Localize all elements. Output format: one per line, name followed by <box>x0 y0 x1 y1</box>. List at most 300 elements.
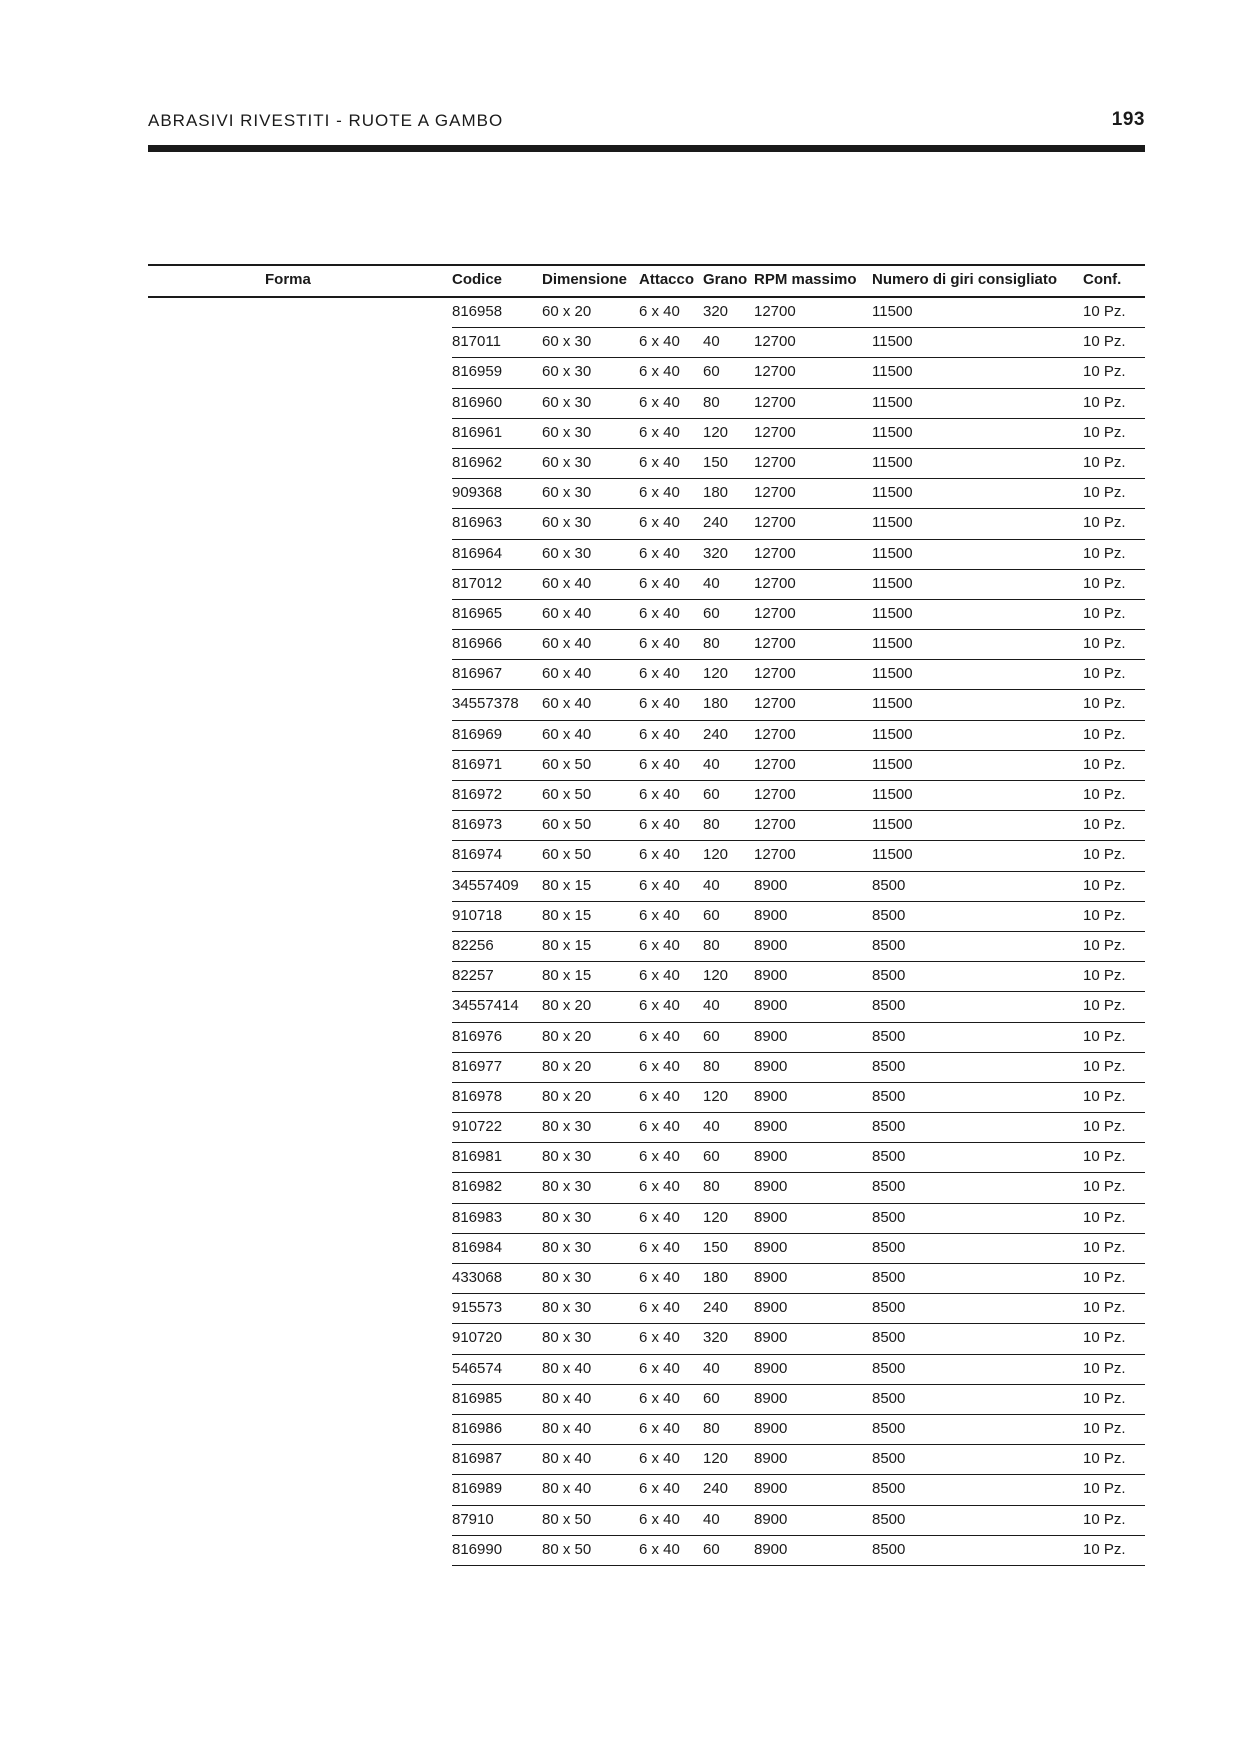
cell-grano: 120 <box>703 967 729 985</box>
cell-grano: 40 <box>703 1359 720 1377</box>
cell-grano: 180 <box>703 695 729 713</box>
cell-giri-consigliato: 8500 <box>872 1087 906 1105</box>
table-top-rule <box>148 264 1145 266</box>
cell-codice: 816967 <box>452 665 503 683</box>
cell-codice: 816990 <box>452 1540 503 1558</box>
cell-codice: 433068 <box>452 1269 503 1286</box>
cell-rpm-massimo: 12700 <box>754 453 796 471</box>
cell-dimensione: 60 x 30 <box>542 423 592 441</box>
cell-giri-consigliato: 8500 <box>872 1027 906 1045</box>
cell-dimensione: 60 x 50 <box>542 816 592 834</box>
cell-dimensione: 80 x 30 <box>542 1208 592 1226</box>
cell-attacco: 6 x 40 <box>639 453 680 471</box>
cell-giri-consigliato: 8500 <box>872 1540 906 1558</box>
cell-codice: 816985 <box>452 1389 503 1407</box>
cell-grano: 320 <box>703 1329 729 1347</box>
col-header-forma: Forma <box>265 271 311 288</box>
cell-codice: 816971 <box>452 755 503 773</box>
cell-rpm-massimo: 8900 <box>754 1269 788 1286</box>
cell-giri-consigliato: 8500 <box>872 1118 906 1136</box>
cell-dimensione: 80 x 40 <box>542 1419 592 1437</box>
table-row <box>452 419 1145 449</box>
cell-dimensione: 60 x 20 <box>542 303 592 320</box>
cell-dimensione: 60 x 40 <box>542 635 592 653</box>
cell-grano: 120 <box>703 846 729 864</box>
cell-attacco: 6 x 40 <box>639 1510 680 1528</box>
cell-conf: 10 Pz. <box>1083 1178 1126 1196</box>
cell-codice: 34557378 <box>452 695 519 713</box>
cell-grano: 120 <box>703 1087 729 1105</box>
cell-giri-consigliato: 8500 <box>872 1269 906 1286</box>
cell-grano: 240 <box>703 1480 729 1498</box>
cell-conf: 10 Pz. <box>1083 303 1126 320</box>
table-row <box>452 328 1145 358</box>
cell-attacco: 6 x 40 <box>639 1178 680 1196</box>
cell-grano: 40 <box>703 333 720 351</box>
cell-dimensione: 80 x 30 <box>542 1238 592 1256</box>
cell-rpm-massimo: 12700 <box>754 755 796 773</box>
cell-giri-consigliato: 11500 <box>872 303 913 320</box>
cell-rpm-massimo: 12700 <box>754 695 796 713</box>
cell-conf: 10 Pz. <box>1083 1238 1126 1256</box>
col-header-rpm-massimo: RPM massimo <box>754 271 857 288</box>
cell-codice: 910718 <box>452 906 503 924</box>
cell-rpm-massimo: 12700 <box>754 846 796 864</box>
cell-conf: 10 Pz. <box>1083 635 1126 653</box>
cell-rpm-massimo: 12700 <box>754 423 796 441</box>
cell-conf: 10 Pz. <box>1083 1419 1126 1437</box>
cell-attacco: 6 x 40 <box>639 514 680 532</box>
cell-giri-consigliato: 8500 <box>872 1057 906 1075</box>
cell-rpm-massimo: 12700 <box>754 665 796 683</box>
cell-conf: 10 Pz. <box>1083 1480 1126 1498</box>
cell-attacco: 6 x 40 <box>639 906 680 924</box>
cell-grano: 40 <box>703 1510 720 1528</box>
cell-giri-consigliato: 11500 <box>872 574 913 592</box>
cell-conf: 10 Pz. <box>1083 423 1126 441</box>
table-row <box>452 1083 1145 1113</box>
cell-giri-consigliato: 11500 <box>872 695 913 713</box>
cell-grano: 240 <box>703 725 729 743</box>
cell-codice: 816969 <box>452 725 503 743</box>
table-row <box>452 389 1145 419</box>
col-header-codice: Codice <box>452 271 503 288</box>
cell-dimensione: 80 x 20 <box>542 997 592 1015</box>
cell-codice: 816961 <box>452 423 503 441</box>
cell-grano: 320 <box>703 544 729 562</box>
table-row <box>452 721 1145 751</box>
cell-rpm-massimo: 12700 <box>754 816 796 834</box>
col-header-giri-consigliato: Numero di giri consigliato <box>872 271 1058 288</box>
cell-codice: 817011 <box>452 333 501 351</box>
cell-attacco: 6 x 40 <box>639 876 680 894</box>
cell-giri-consigliato: 8500 <box>872 1480 906 1498</box>
cell-rpm-massimo: 8900 <box>754 1118 788 1136</box>
cell-attacco: 6 x 40 <box>639 423 680 441</box>
cell-dimensione: 80 x 50 <box>542 1540 592 1558</box>
cell-grano: 240 <box>703 1299 729 1317</box>
cell-conf: 10 Pz. <box>1083 1087 1126 1105</box>
cell-rpm-massimo: 8900 <box>754 1057 788 1075</box>
cell-grano: 40 <box>703 876 720 894</box>
cell-dimensione: 60 x 40 <box>542 574 592 592</box>
cell-giri-consigliato: 8500 <box>872 936 906 954</box>
cell-dimensione: 60 x 40 <box>542 725 592 743</box>
cell-attacco: 6 x 40 <box>639 544 680 562</box>
cell-attacco: 6 x 40 <box>639 936 680 954</box>
cell-codice: 816984 <box>452 1238 503 1256</box>
cell-dimensione: 80 x 20 <box>542 1027 592 1045</box>
cell-conf: 10 Pz. <box>1083 484 1126 502</box>
cell-grano: 120 <box>703 665 729 683</box>
cell-conf: 10 Pz. <box>1083 1329 1126 1347</box>
cell-rpm-massimo: 12700 <box>754 333 796 351</box>
cell-codice: 816986 <box>452 1419 503 1437</box>
table-row <box>452 540 1145 570</box>
cell-conf: 10 Pz. <box>1083 906 1126 924</box>
cell-dimensione: 80 x 20 <box>542 1087 592 1105</box>
cell-rpm-massimo: 12700 <box>754 514 796 532</box>
table-row <box>452 1113 1145 1143</box>
table-row <box>452 1234 1145 1264</box>
cell-rpm-massimo: 8900 <box>754 1450 788 1468</box>
cell-rpm-massimo: 8900 <box>754 1299 788 1317</box>
cell-attacco: 6 x 40 <box>639 846 680 864</box>
cell-codice: 910722 <box>452 1118 503 1136</box>
cell-grano: 40 <box>703 1118 720 1136</box>
cell-grano: 180 <box>703 1269 729 1286</box>
cell-codice: 816963 <box>452 514 503 532</box>
cell-rpm-massimo: 8900 <box>754 1329 788 1347</box>
cell-conf: 10 Pz. <box>1083 1510 1126 1528</box>
cell-rpm-massimo: 8900 <box>754 997 788 1015</box>
cell-conf: 10 Pz. <box>1083 453 1126 471</box>
cell-giri-consigliato: 11500 <box>872 333 913 351</box>
cell-rpm-massimo: 12700 <box>754 635 796 653</box>
cell-rpm-massimo: 8900 <box>754 1359 788 1377</box>
cell-grano: 150 <box>703 453 729 471</box>
cell-grano: 80 <box>703 816 720 834</box>
cell-rpm-massimo: 12700 <box>754 544 796 562</box>
cell-codice: 816958 <box>452 303 503 320</box>
table-row <box>452 872 1145 902</box>
cell-grano: 150 <box>703 1238 729 1256</box>
cell-dimensione: 60 x 40 <box>542 665 592 683</box>
cell-rpm-massimo: 8900 <box>754 1148 788 1166</box>
cell-codice: 816960 <box>452 393 503 411</box>
cell-codice: 816982 <box>452 1178 503 1196</box>
cell-codice: 816973 <box>452 816 503 834</box>
col-header-grano: Grano <box>703 271 748 288</box>
cell-dimensione: 80 x 30 <box>542 1178 592 1196</box>
table-row <box>452 1385 1145 1415</box>
cell-giri-consigliato: 11500 <box>872 665 913 683</box>
cell-conf: 10 Pz. <box>1083 1299 1126 1317</box>
cell-codice: 816977 <box>452 1057 503 1075</box>
cell-attacco: 6 x 40 <box>639 1057 680 1075</box>
cell-dimensione: 60 x 30 <box>542 484 592 502</box>
cell-grano: 40 <box>703 574 720 592</box>
cell-attacco: 6 x 40 <box>639 604 680 622</box>
cell-attacco: 6 x 40 <box>639 725 680 743</box>
cell-codice: 87910 <box>452 1510 494 1528</box>
cell-dimensione: 60 x 50 <box>542 846 592 864</box>
cell-conf: 10 Pz. <box>1083 1269 1126 1286</box>
cell-giri-consigliato: 8500 <box>872 1299 906 1317</box>
cell-giri-consigliato: 11500 <box>872 484 913 502</box>
cell-grano: 120 <box>703 423 729 441</box>
cell-codice: 546574 <box>452 1359 503 1377</box>
cell-codice: 817012 <box>452 574 503 592</box>
cell-grano: 40 <box>703 997 720 1015</box>
cell-grano: 120 <box>703 1450 729 1468</box>
cell-attacco: 6 x 40 <box>639 333 680 351</box>
cell-attacco: 6 x 40 <box>639 1118 680 1136</box>
cell-giri-consigliato: 8500 <box>872 967 906 985</box>
table-row <box>452 902 1145 932</box>
cell-codice: 915573 <box>452 1299 503 1317</box>
cell-grano: 60 <box>703 1148 720 1166</box>
cell-grano: 60 <box>703 1027 720 1045</box>
cell-rpm-massimo: 12700 <box>754 725 796 743</box>
cell-attacco: 6 x 40 <box>639 816 680 834</box>
cell-giri-consigliato: 8500 <box>872 876 906 894</box>
cell-codice: 816959 <box>452 363 503 381</box>
cell-conf: 10 Pz. <box>1083 604 1126 622</box>
cell-codice: 816981 <box>452 1148 503 1166</box>
cell-giri-consigliato: 8500 <box>872 997 906 1015</box>
cell-grano: 40 <box>703 755 720 773</box>
cell-codice: 816983 <box>452 1208 503 1226</box>
cell-codice: 816976 <box>452 1027 503 1045</box>
cell-grano: 80 <box>703 1178 720 1196</box>
cell-giri-consigliato: 8500 <box>872 906 906 924</box>
cell-dimensione: 60 x 30 <box>542 514 592 532</box>
cell-codice: 82256 <box>452 936 494 954</box>
cell-giri-consigliato: 11500 <box>872 786 913 803</box>
col-header-attacco: Attacco <box>639 271 695 288</box>
table-row <box>452 992 1145 1022</box>
table-row <box>452 1143 1145 1173</box>
cell-grano: 120 <box>703 1208 729 1226</box>
cell-attacco: 6 x 40 <box>639 1329 680 1347</box>
cell-giri-consigliato: 11500 <box>872 363 913 381</box>
cell-codice: 909368 <box>452 484 503 502</box>
cell-dimensione: 80 x 15 <box>542 936 592 954</box>
cell-codice: 910720 <box>452 1329 503 1347</box>
cell-rpm-massimo: 8900 <box>754 936 788 954</box>
cell-rpm-massimo: 12700 <box>754 574 796 592</box>
table-row <box>452 1053 1145 1083</box>
cell-codice: 816972 <box>452 786 503 803</box>
cell-rpm-massimo: 12700 <box>754 393 796 411</box>
cell-conf: 10 Pz. <box>1083 846 1126 864</box>
cell-attacco: 6 x 40 <box>639 1389 680 1407</box>
table-row <box>452 781 1145 811</box>
cell-conf: 10 Pz. <box>1083 967 1126 985</box>
cell-rpm-massimo: 8900 <box>754 1540 788 1558</box>
table-row <box>452 1204 1145 1234</box>
cell-grano: 180 <box>703 484 729 502</box>
cell-codice: 816964 <box>452 544 503 562</box>
header-rule <box>148 145 1145 152</box>
cell-giri-consigliato: 11500 <box>872 393 913 411</box>
table-row <box>452 600 1145 630</box>
cell-attacco: 6 x 40 <box>639 1540 680 1558</box>
cell-rpm-massimo: 8900 <box>754 1238 788 1256</box>
cell-conf: 10 Pz. <box>1083 1208 1126 1226</box>
cell-attacco: 6 x 40 <box>639 695 680 713</box>
cell-conf: 10 Pz. <box>1083 876 1126 894</box>
cell-dimensione: 80 x 20 <box>542 1057 592 1075</box>
cell-grano: 80 <box>703 393 720 411</box>
cell-grano: 60 <box>703 1389 720 1407</box>
cell-conf: 10 Pz. <box>1083 1118 1126 1136</box>
cell-codice: 816966 <box>452 635 503 653</box>
cell-conf: 10 Pz. <box>1083 725 1126 743</box>
cell-rpm-massimo: 8900 <box>754 1389 788 1407</box>
cell-giri-consigliato: 8500 <box>872 1419 906 1437</box>
cell-conf: 10 Pz. <box>1083 665 1126 683</box>
cell-giri-consigliato: 8500 <box>872 1389 906 1407</box>
cell-codice: 34557409 <box>452 876 519 894</box>
cell-giri-consigliato: 11500 <box>872 755 913 773</box>
cell-giri-consigliato: 8500 <box>872 1238 906 1256</box>
cell-codice: 82257 <box>452 967 494 985</box>
cell-grano: 60 <box>703 604 720 622</box>
table-row <box>452 1173 1145 1203</box>
table-row <box>452 509 1145 539</box>
cell-giri-consigliato: 11500 <box>872 514 913 532</box>
cell-dimensione: 80 x 40 <box>542 1480 592 1498</box>
cell-attacco: 6 x 40 <box>639 1148 680 1166</box>
cell-conf: 10 Pz. <box>1083 1359 1126 1377</box>
cell-dimensione: 80 x 15 <box>542 876 592 894</box>
cell-conf: 10 Pz. <box>1083 786 1126 803</box>
table-row <box>452 1445 1145 1475</box>
cell-giri-consigliato: 8500 <box>872 1178 906 1196</box>
table-row <box>452 630 1145 660</box>
cell-attacco: 6 x 40 <box>639 755 680 773</box>
cell-conf: 10 Pz. <box>1083 1027 1126 1045</box>
table-row <box>452 1023 1145 1053</box>
table-row <box>452 570 1145 600</box>
cell-attacco: 6 x 40 <box>639 1269 680 1286</box>
cell-dimensione: 80 x 50 <box>542 1510 592 1528</box>
cell-grano: 80 <box>703 1057 720 1075</box>
cell-attacco: 6 x 40 <box>639 484 680 502</box>
cell-grano: 80 <box>703 635 720 653</box>
cell-grano: 240 <box>703 514 729 532</box>
table-row <box>452 298 1145 328</box>
table-row <box>452 1264 1145 1294</box>
col-header-conf: Conf. <box>1083 271 1122 288</box>
table-row <box>452 1415 1145 1445</box>
cell-rpm-massimo: 8900 <box>754 1178 788 1196</box>
cell-giri-consigliato: 8500 <box>872 1359 906 1377</box>
cell-dimensione: 80 x 15 <box>542 906 592 924</box>
cell-giri-consigliato: 8500 <box>872 1208 906 1226</box>
cell-conf: 10 Pz. <box>1083 393 1126 411</box>
cell-attacco: 6 x 40 <box>639 1359 680 1377</box>
cell-rpm-massimo: 8900 <box>754 1208 788 1226</box>
cell-codice: 816989 <box>452 1480 503 1498</box>
cell-giri-consigliato: 11500 <box>872 846 913 864</box>
cell-dimensione: 60 x 30 <box>542 453 592 471</box>
cell-conf: 10 Pz. <box>1083 1057 1126 1075</box>
cell-conf: 10 Pz. <box>1083 1450 1126 1468</box>
table-row <box>452 1294 1145 1324</box>
cell-grano: 60 <box>703 906 720 924</box>
cell-codice: 816978 <box>452 1087 503 1105</box>
cell-dimensione: 80 x 30 <box>542 1329 592 1347</box>
table-body <box>452 298 1145 1566</box>
table-row <box>452 751 1145 781</box>
cell-conf: 10 Pz. <box>1083 1389 1126 1407</box>
cell-attacco: 6 x 40 <box>639 665 680 683</box>
cell-codice: 816974 <box>452 846 503 864</box>
cell-dimensione: 80 x 30 <box>542 1118 592 1136</box>
cell-dimensione: 60 x 30 <box>542 333 592 351</box>
cell-attacco: 6 x 40 <box>639 303 680 320</box>
cell-conf: 10 Pz. <box>1083 816 1126 834</box>
cell-attacco: 6 x 40 <box>639 1419 680 1437</box>
cell-attacco: 6 x 40 <box>639 967 680 985</box>
table-row <box>452 1536 1145 1566</box>
cell-giri-consigliato: 11500 <box>872 544 913 562</box>
cell-conf: 10 Pz. <box>1083 544 1126 562</box>
table-row <box>452 1355 1145 1385</box>
cell-rpm-massimo: 12700 <box>754 604 796 622</box>
cell-attacco: 6 x 40 <box>639 1208 680 1226</box>
cell-attacco: 6 x 40 <box>639 1299 680 1317</box>
cell-giri-consigliato: 8500 <box>872 1450 906 1468</box>
cell-conf: 10 Pz. <box>1083 514 1126 532</box>
cell-dimensione: 80 x 40 <box>542 1450 592 1468</box>
cell-attacco: 6 x 40 <box>639 997 680 1015</box>
cell-dimensione: 80 x 30 <box>542 1269 592 1286</box>
cell-dimensione: 60 x 40 <box>542 604 592 622</box>
cell-giri-consigliato: 11500 <box>872 816 913 834</box>
cell-attacco: 6 x 40 <box>639 786 680 803</box>
cell-rpm-massimo: 8900 <box>754 906 788 924</box>
cell-dimensione: 60 x 40 <box>542 695 592 713</box>
cell-dimensione: 80 x 40 <box>542 1389 592 1407</box>
cell-giri-consigliato: 8500 <box>872 1148 906 1166</box>
table-row <box>452 1475 1145 1505</box>
cell-grano: 320 <box>703 303 729 320</box>
cell-grano: 80 <box>703 1419 720 1437</box>
cell-giri-consigliato: 11500 <box>872 453 913 471</box>
cell-giri-consigliato: 11500 <box>872 725 913 743</box>
table-row <box>452 811 1145 841</box>
cell-grano: 60 <box>703 786 720 803</box>
cell-dimensione: 60 x 30 <box>542 363 592 381</box>
table-row <box>452 932 1145 962</box>
cell-attacco: 6 x 40 <box>639 363 680 381</box>
cell-conf: 10 Pz. <box>1083 363 1126 381</box>
cell-rpm-massimo: 12700 <box>754 484 796 502</box>
table-row <box>452 1506 1145 1536</box>
cell-dimensione: 60 x 30 <box>542 393 592 411</box>
cell-codice: 816987 <box>452 1450 503 1468</box>
cell-dimensione: 60 x 50 <box>542 755 592 773</box>
table-row <box>452 449 1145 479</box>
cell-rpm-massimo: 8900 <box>754 1027 788 1045</box>
cell-rpm-massimo: 12700 <box>754 363 796 381</box>
cell-rpm-massimo: 12700 <box>754 786 796 803</box>
cell-grano: 60 <box>703 1540 720 1558</box>
